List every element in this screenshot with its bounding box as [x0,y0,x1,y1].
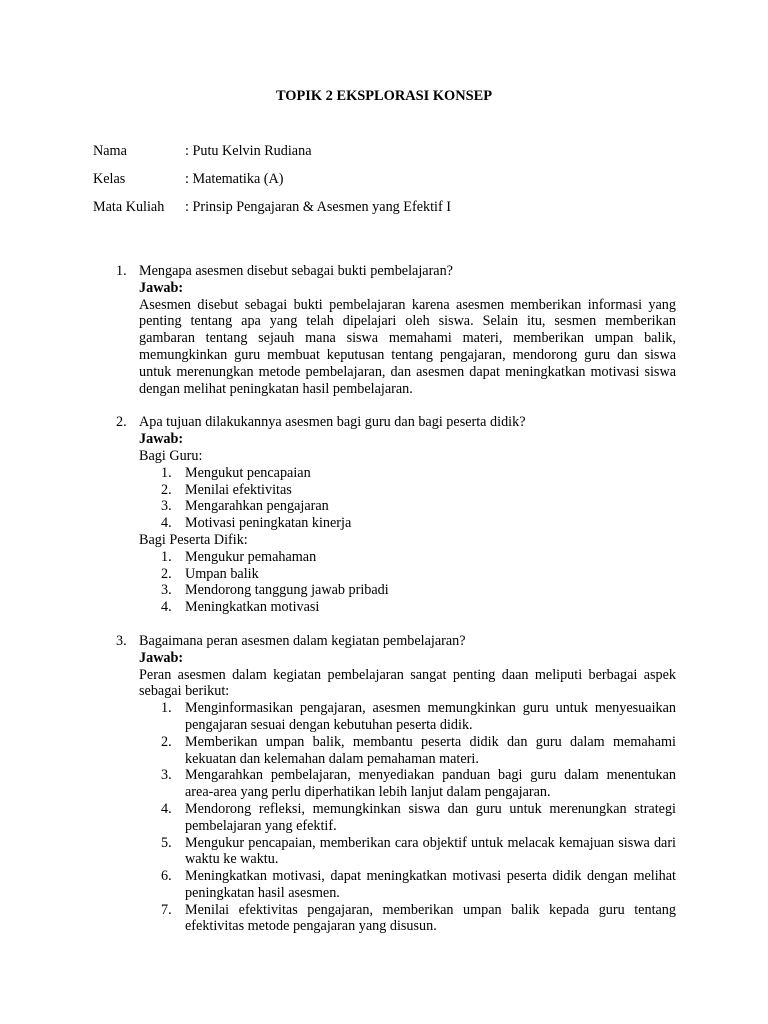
list-item [139,549,676,566]
answer-label: Jawab: [139,279,184,296]
list-item-text: Mengarahkan pengajaran [185,498,329,515]
list-item-text: Menilai efektivitas [185,481,292,498]
list-item-number: 5. [161,834,172,851]
list-item-text: Meningkatkan motivasi [185,599,320,616]
list-item-number: 3. [161,582,172,599]
list-item-text: Mengarahkan pembelajaran, menyediakan panduan bagi guru dalam menentukan area-area yang perlu diperhatikan lebih lanjut dalam pengajaran. [185,767,676,801]
list-item-text: Menginformasikan pengajaran, asesmen memungkinkan guru untuk menyesuaikan pengajaran sesuai dengan kebutuhan peserta didik. [185,700,676,733]
list-item [139,902,676,936]
info-value: : Prinsip Pengajaran & Asesmen yang Efektif I [185,199,451,215]
answer-text: Asesmen disebut sebagai bukti pembelajaran karena asesmen memberikan informasi yang penting tentang apa yang telah dipelajari oleh siswa. Selain itu, sesmen memberikan gambaran tentang sejauh mana siswa memahami materi, memberikan umpan balik, memungkinkan guru membuat keputusan tentang pengajaran, mendorong guru dan siswa untuk merenungkan metode pembelajaran, dan asesmen dapat meningkatkan motivasi siswa dengan melihat peningkatan hasil pembelajaran. [139,296,676,397]
list-item-text: Umpan balik [185,565,259,582]
question-text: Mengapa asesmen disebut sebagai bukti pembelajaran? [139,263,453,279]
list-item-number: 3. [161,767,172,784]
list-item [139,566,676,583]
list-item-number: 4. [161,515,172,532]
list-item [139,599,676,616]
list-item [139,582,676,599]
info-row-mata-kuliah [93,199,451,227]
list-item-text: Mengukur pemahaman [185,548,317,565]
info-row-kelas [93,171,451,199]
list-item [139,868,676,902]
list-item [139,835,676,869]
list-item-number: 4. [161,599,172,616]
list-item-number: 1. [161,700,172,717]
info-label: Kelas [93,171,126,187]
answer-label: Jawab: [139,649,184,666]
info-label: Mata Kuliah [93,199,165,215]
question-list [116,263,676,952]
list-item-text: Motivasi peningkatan kinerja [185,515,352,532]
info-value: : Matematika (A) [185,171,284,187]
list-item-text: Meningkatkan motivasi, dapat meningkatkan motivasi peserta didik dengan melihat peningkatan hasil asesmen. [185,868,676,901]
question-3 [116,633,676,935]
list-item-number: 1. [161,464,172,481]
answer-label: Jawab: [139,431,184,448]
list-item-number: 2. [161,733,172,750]
list-item [139,498,676,515]
list-item [139,734,676,768]
list-item-text: Menilai efektivitas pengajaran, memberikan umpan balik kepada guru tentang efektivitas metode pengajaran yang disusun. [185,901,676,935]
sublist-heading-guru: Bagi Guru: [139,447,203,464]
student-info [93,143,451,227]
info-value: : Putu Kelvin Rudiana [185,143,312,159]
question-number: 2. [116,414,127,431]
list-item-number: 4. [161,800,172,817]
info-label: Nama [93,143,127,159]
list-item [139,465,676,482]
info-row-nama [93,143,451,171]
question-text: Bagaimana peran asesmen dalam kegiatan pembelajaran? [139,632,466,649]
list-item [139,767,676,801]
list-item [139,700,676,734]
question-number: 3. [116,632,127,649]
question-text: Apa tujuan dilakukannya asesmen bagi guru dan bagi peserta didik? [139,414,526,431]
page-title: TOPIK 2 EKSPLORASI KONSEP [275,88,493,104]
list-item-number: 1. [161,548,172,565]
list-item-text: Mendorong refleksi, memungkinkan siswa dan guru untuk merenungkan strategi pembelajaran yang efektif. [185,800,676,834]
question-number: 1. [116,263,127,279]
question-1 [116,263,676,397]
list-item-text: Mengukur pencapaian, memberikan cara objektif untuk melacak kemajuan siswa dari waktu ke waktu. [185,834,676,868]
question-2 [116,414,676,616]
list-item-text: Memberikan umpan balik, membantu peserta didik dan guru dalam memahami kekuatan dan kelemahan dalam pemahaman materi. [185,733,676,767]
list-item-number: 2. [161,481,172,498]
answer-intro: Peran asesmen dalam kegiatan pembelajaran sangat penting daan meliputi berbagai aspek sebagai berikut: [139,666,676,700]
list-item [139,515,676,532]
list-item-number: 7. [161,901,172,918]
list-item-number: 2. [161,565,172,582]
sublist-heading-peserta-didik: Bagi Peserta Difik: [139,531,248,548]
list-item [139,801,676,835]
list-item [139,482,676,499]
list-item-number: 3. [161,498,172,515]
list-item-number: 6. [161,868,172,885]
list-item-text: Mendorong tanggung jawab pribadi [185,582,389,599]
list-item-text: Mengukut pencapaian [185,464,311,481]
